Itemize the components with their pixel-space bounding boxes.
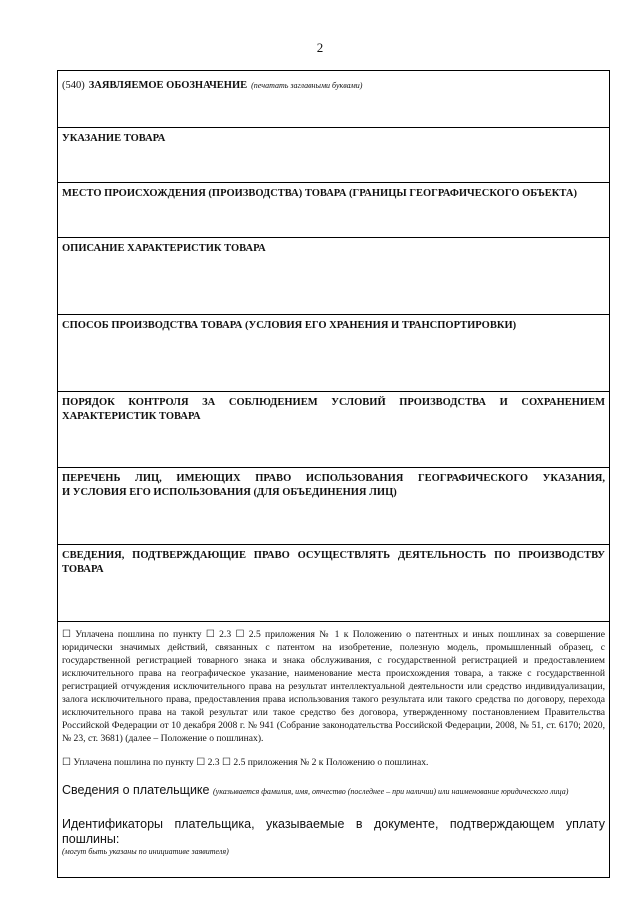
control-title-line1: ПОРЯДОК КОНТРОЛЯ ЗА СОБЛЮДЕНИЕМ УСЛОВИЙ ПРОИЗВОДСТВА И СОХРАНЕНИЕМ (62, 397, 605, 408)
product-title: УКАЗАНИЕ ТОВАРА (62, 133, 166, 144)
fee-text-1a: Уплачена пошлина по пункту (75, 629, 202, 640)
production-method-section[interactable] (58, 315, 609, 392)
fee-paragraph-2 (62, 756, 605, 769)
activity-section[interactable] (58, 545, 609, 622)
fee-checkbox-2-5[interactable]: ☐ (235, 629, 245, 640)
fee2-checkbox-main[interactable]: ☐ (62, 757, 71, 768)
production-method-title: СПОСОБ ПРОИЗВОДСТВА ТОВАРА (УСЛОВИЯ ЕГО ХРАНЕНИЯ И ТРАНСПОРТИРОВКИ) (62, 320, 517, 331)
page-number: 2 (316, 40, 324, 55)
persons-title-line1: ПЕРЕЧЕНЬ ЛИЦ, ИМЕЮЩИХ ПРАВО ИСПОЛЬЗОВАНИЯ ГЕОГРАФИЧЕСКОГО УКАЗАНИЯ, (62, 473, 605, 484)
fees-section (58, 622, 609, 857)
identifiers-label: Идентификаторы плательщика, указываемые в документе, подтверждающем уплату пошлины: (62, 817, 605, 846)
control-title-line2: ХАРАКТЕРИСТИК ТОВАРА (62, 411, 201, 422)
control-section[interactable] (58, 392, 609, 468)
fee-checkbox-main[interactable]: ☐ (62, 629, 71, 640)
origin-title: МЕСТО ПРОИСХОЖДЕНИЯ (ПРОИЗВОДСТВА) ТОВАРА (ГРАНИЦЫ ГЕОГРАФИЧЕСКОГО ОБЪЕКТА) (62, 188, 577, 199)
fee2-checkbox-2-3[interactable]: ☐ (196, 757, 206, 768)
fee-text-2c: 2.5 приложения № 2 к Положению о пошлинах. (233, 757, 429, 768)
fee-text-1b: 2.3 (219, 629, 232, 640)
activity-title-line1: СВЕДЕНИЯ, ПОДТВЕРЖДАЮЩИЕ ПРАВО ОСУЩЕСТВЛЯТЬ ДЕЯТЕЛЬНОСТЬ ПО ПРОИЗВОДСТВУ (62, 550, 605, 561)
persons-section[interactable] (58, 468, 609, 545)
payer-label: Сведения о плательщике (62, 783, 210, 797)
fee-text-2a: Уплачена пошлина по пункту (73, 757, 194, 768)
payer-field[interactable] (62, 783, 605, 799)
designation-section[interactable] (58, 71, 609, 128)
fee-checkbox-2-3[interactable]: ☐ (205, 629, 215, 640)
fee2-checkbox-2-5[interactable]: ☐ (222, 757, 231, 768)
application-form (57, 70, 610, 878)
payer-note: (указывается фамилия, имя, отчество (последнее – при наличии) или наименование юридического лица) (212, 787, 569, 796)
designation-title: ЗАЯВЛЯЕМОЕ ОБОЗНАЧЕНИЕ (88, 80, 248, 91)
identifiers-note: (могут быть указаны по инициативе заявителя) (62, 847, 229, 856)
characteristics-title: ОПИСАНИЕ ХАРАКТЕРИСТИК ТОВАРА (62, 243, 266, 254)
fee-text-1c: 2.5 приложения № 1 к Положению о патентных и иных пошлинах за совершение юридически значимых действий, связанных с патентом на изобретение, полезную модель, промышленный образец, с государственной регистрацией товарного знака и знака обслуживания, с государственной регистрацией и предоставлением исключительного права на географическое указание, наименование места происхождения товара, а также с государственной регистрацией отчуждения исключительного права на результат интеллектуальной деятельности или средство индивидуализации, залога исключительного права, предоставления права использования такого результата или такого средства по договору, перехода исключительного права на такой результат или такое средство без договора, утвержденному постановлением Правительства Российской Федерации от 10 декабря 2008 г. № 941 (Собрание законодательства Российской Федерации, 2008, № 51, ст. 6170; 2020, № 23, ст. 3681) (далее – Положение о пошлинах). (62, 629, 606, 744)
payer-identifiers-field[interactable] (62, 817, 605, 857)
fee-text-2b: 2.3 (207, 757, 220, 768)
product-section[interactable] (58, 128, 609, 183)
characteristics-section[interactable] (58, 238, 609, 315)
persons-title-line2: И УСЛОВИЯ ЕГО ИСПОЛЬЗОВАНИЯ (ДЛЯ ОБЪЕДИНЕНИЯ ЛИЦ) (62, 487, 397, 498)
designation-code: (540) (62, 80, 85, 91)
origin-section[interactable] (58, 183, 609, 238)
fee-paragraph-1 (62, 628, 605, 745)
activity-title-line2: ТОВАРА (62, 564, 104, 575)
designation-note: (печатать заглавными буквами) (251, 81, 363, 90)
